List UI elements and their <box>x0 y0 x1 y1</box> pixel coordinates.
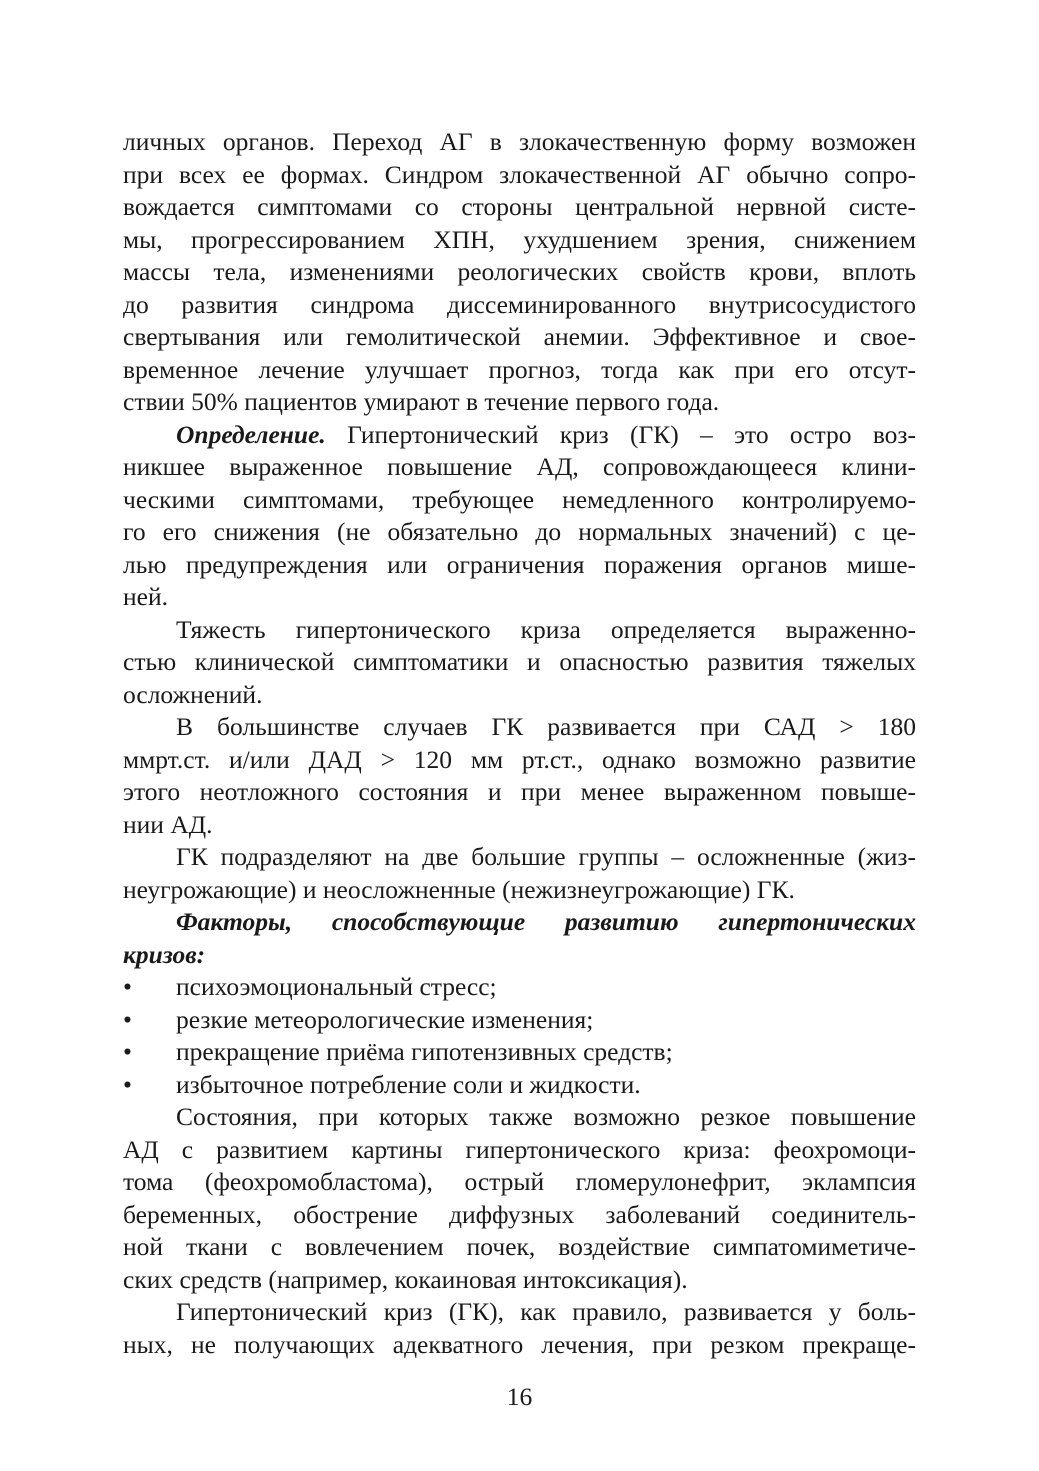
factors-heading <box>123 906 916 971</box>
text-line: Тяжесть гипертонического криза определяется выраженно- <box>176 614 916 644</box>
bullet-icon: • <box>123 972 132 1001</box>
text-line: В большинстве случаев ГК развивается при САД > 180 <box>176 712 916 741</box>
list-item <box>123 1069 916 1102</box>
definition-text: Гипертонический криз (ГК) – это остро воз- <box>325 419 916 449</box>
list-item <box>123 1036 916 1069</box>
text-line: АД с развитием картины гипертонического криза: феохромоци- <box>123 1134 916 1164</box>
paragraph-crisis-development <box>123 1296 916 1361</box>
text-line: личных органов. Переход АГ в злокачественную форму возможен <box>123 127 916 156</box>
text-line: го его снижения (не обязательно до нормальных значений) с це- <box>123 517 916 546</box>
text-line: до развития синдрома диссеминированного внутрисосудистого <box>123 289 916 319</box>
text-line: ных, не получающих адекватного лечения, при резком прекраще- <box>123 1329 916 1359</box>
text-line: свертывания или гемолитической анемии. Эффективное и свое- <box>123 322 916 351</box>
text-line: мы, прогрессированием ХПН, ухудшением зрения, снижением <box>123 224 916 254</box>
text-line: неугрожающие) и неосложненные (нежизнеугрожающие) ГК. <box>123 874 795 904</box>
text-line: ной ткани с вовлечением почек, воздействие симпатомиметиче- <box>123 1232 916 1261</box>
text-line: осложнений. <box>123 679 263 709</box>
text-line: Гипертонический криз (ГК), как правило, развивается у боль- <box>176 1297 916 1326</box>
list-item-text: избыточное потребление соли и жидкости. <box>176 1069 641 1099</box>
text-line: при всех ее формах. Синдром злокачественной АГ обычно сопро- <box>123 159 916 189</box>
text-line: Состояния, при которых также возможно резкое повышение <box>176 1102 916 1131</box>
paragraph-malignant-hypertension <box>123 126 916 419</box>
paragraph-severity <box>123 614 916 712</box>
text-line: стью клинической симптоматики и опасностью развития тяжелых <box>123 647 916 676</box>
text-line: ствии 50% пациентов умирают в течение первого года. <box>123 387 720 416</box>
text-line <box>123 419 916 452</box>
text-line: массы тела, изменениями реологических свойств крови, вплоть <box>123 257 916 286</box>
text-line: ГК подразделяют на две большие группы – осложненные (жиз- <box>176 842 916 871</box>
text-line: ней. <box>123 582 168 611</box>
heading-line: Факторы, способствующие развитию гипертонических <box>176 907 916 936</box>
bullet-icon: • <box>123 1069 132 1099</box>
text-line: лью предупреждения или ограничения поражения органов мише- <box>123 549 916 579</box>
paragraph-groups <box>123 841 916 906</box>
bullet-icon: • <box>123 1037 132 1066</box>
text-line: вождается симптомами со стороны центральной нервной систе- <box>123 192 916 221</box>
heading-line: кризов: <box>123 939 206 969</box>
text-line: ммрт.ст. и/или ДАД > 120 мм рт.ст., однако возможно развитие <box>123 744 916 774</box>
paragraph-thresholds <box>123 711 916 841</box>
paragraph-definition <box>123 419 916 614</box>
page-number: 16 <box>506 1382 533 1411</box>
list-item <box>123 1004 916 1037</box>
list-item-text: резкие метеорологические изменения; <box>176 1004 594 1034</box>
page-body <box>123 126 916 1361</box>
text-line: нии АД. <box>123 809 213 839</box>
text-line: ских средств (например, кокаиновая интоксикация). <box>123 1264 688 1294</box>
list-item-text: психоэмоциональный стресс; <box>176 972 497 1001</box>
text-line: беременных, обострение диффузных заболеваний соединитель- <box>123 1199 916 1229</box>
paragraph-conditions <box>123 1101 916 1296</box>
factors-list <box>123 971 916 1101</box>
definition-term: Определение. <box>176 419 326 449</box>
text-line: этого неотложного состояния и при менее выраженном повыше- <box>123 777 916 806</box>
text-line: временное лечение улучшает прогноз, тогда как при его отсут- <box>123 354 916 384</box>
text-line: тома (феохромобластома), острый гломерулонефрит, эклампсия <box>123 1167 916 1196</box>
bullet-icon: • <box>123 1004 132 1034</box>
text-line: никшее выраженное повышение АД, сопровождающееся клини- <box>123 452 916 481</box>
list-item-text: прекращение приёма гипотензивных средств; <box>176 1037 673 1066</box>
list-item <box>123 971 916 1004</box>
text-line: ческими симптомами, требующее немедленного контролируемо- <box>123 484 916 514</box>
